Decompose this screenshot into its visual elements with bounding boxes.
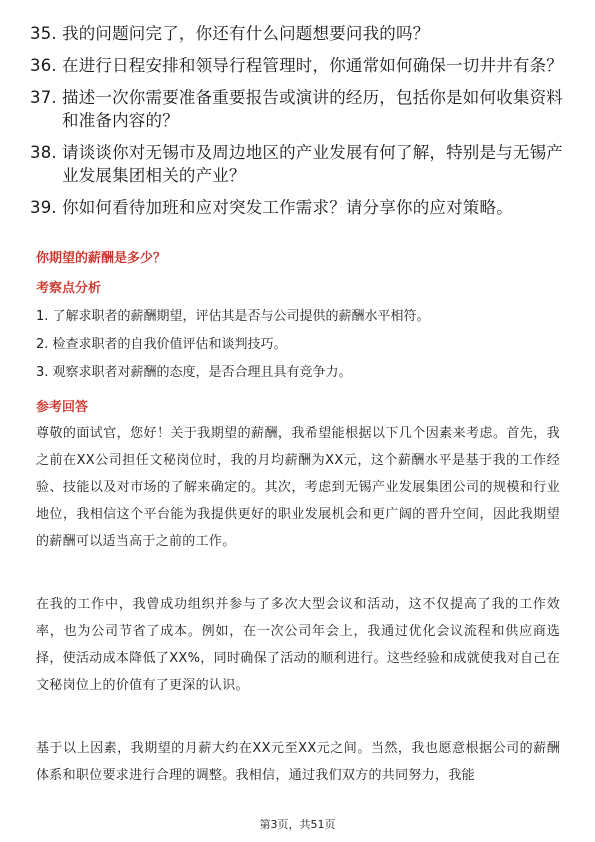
question-item [30,86,565,132]
question-list [30,22,565,228]
reference-paragraph-text: 基于以上因素，我期望的月薪大约在XX元至XX元之间。当然，我也愿意根据公司的薪酬体系和职位要求进行合理的调整。我相信，通过我们双方的共同努力，我能 [36,741,560,783]
reference-paragraph-text: 在我的工作中，我曾成功组织并参与了多次大型会议和活动，这不仅提高了我的工作效率，也为公司节省了成本。例如，在一次公司年会上，我通过优化会议流程和供应商选择，使活动成本降低了XX%，同时确保了活动的顺利进行。这些经验和成就使我对自己在文秘岗位上的价值有了更深的认识。 [36,597,560,693]
question-item [30,54,565,77]
reference-title: 参考回答 [36,400,89,415]
question-text: 请谈谈你对无锡市及周边地区的产业发展有何了解，特别是与无锡产业发展集团相关的产业？ [62,143,563,185]
reference-paragraph [36,735,560,789]
page-footer: 第3页，共51页 [259,818,336,831]
question-number: 36. [30,56,57,75]
question-item [30,141,565,187]
question-text: 描述一次你需要准备重要报告或演讲的经历，包括你是如何收集资料和准备内容的？ [62,88,563,130]
reference-paragraph-text: 尊敬的面试官，您好！关于我期望的薪酬，我希望能根据以下几个因素来考虑。首先，我之前在XX公司担任文秘岗位时，我的月均薪酬为XX元，这个薪酬水平是基于我的工作经验、技能以及对市场的了解来确定的。其次，考虑到无锡产业发展集团公司的规模和行业地位，我相信这个平台能为我提供更好的职业发展机会和更广阔的晋升空间，因此我期望的薪酬可以适当高于之前的工作。 [36,426,560,549]
analysis-item: 2. 检查求职者的自我价值评估和谈判技巧。 [36,337,287,352]
question-text: 我的问题问完了，你还有什么问题想要问我的吗？ [62,24,430,43]
reference-section [36,399,560,417]
analysis-title: 考察点分析 [36,281,102,296]
question-text: 你如何看待加班和应对突发工作需求？请分享你的应对策略。 [62,198,513,217]
question-number: 35. [30,24,57,43]
question-number: 39. [30,198,57,217]
featured-question-title: 你期望的薪酬是多少？ [36,251,167,266]
question-number: 37. [30,88,57,107]
analysis-section [36,280,560,382]
analysis-item: 3. 观察求职者对薪酬的态度，是否合理且具有竞争力。 [36,365,352,380]
question-item [30,196,565,219]
question-text: 在进行日程安排和领导行程管理时，你通常如何确保一切井井有条？ [62,56,563,75]
reference-paragraph [36,420,560,555]
reference-paragraph [36,591,560,699]
question-number: 38. [30,143,57,162]
question-item [30,22,565,45]
analysis-item: 1. 了解求职者的薪酬期望，评估其是否与公司提供的薪酬水平相符。 [36,309,430,324]
featured-question [36,250,560,268]
